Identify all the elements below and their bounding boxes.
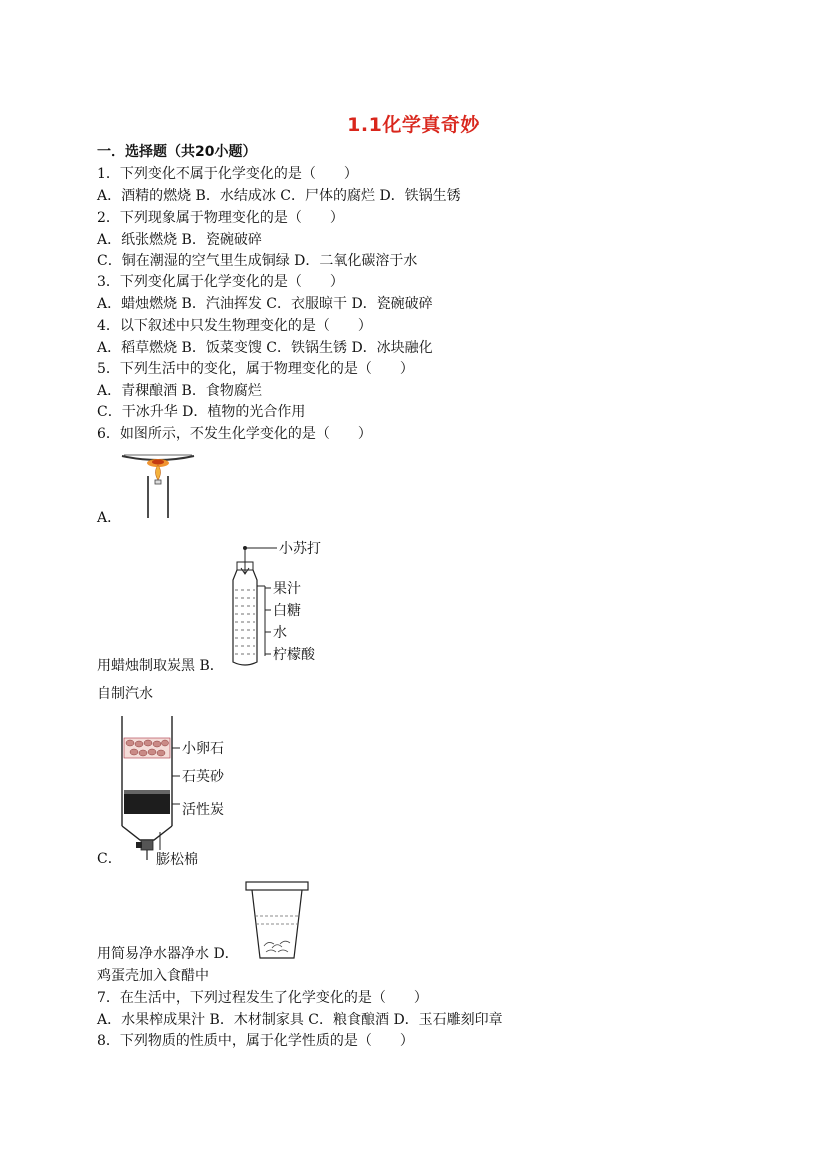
q7-stem: 7．在生活中，下列过程发生了化学变化的是（ ） [97, 990, 428, 1006]
q5-stem: 5．下列生活中的变化，属于物理变化的是（ ） [97, 361, 414, 377]
b-label-citric-acid: 柠檬酸 [273, 647, 315, 663]
q4-stem: 4．以下叙述中只发生物理变化的是（ ） [97, 318, 372, 334]
q6-b-caption: 自制汽水 [97, 686, 153, 702]
section-heading: 一．选择题（共20小题） [97, 144, 257, 160]
q7-options: A．水果榨成果汁 B．木材制家具 C．粮食酿酒 D．玉石雕刻印章 [97, 1012, 503, 1028]
b-label-juice: 果汁 [273, 581, 301, 597]
c-label-activated-carbon: 活性炭 [182, 802, 224, 818]
c-label-pebbles: 小卵石 [182, 741, 224, 757]
q6-d-caption: 鸡蛋壳加入食醋中 [97, 968, 209, 984]
q2-stem: 2．下列现象属于物理变化的是（ ） [97, 210, 344, 226]
q6-option-a-label: A． [97, 510, 122, 526]
b-label-water: 水 [273, 625, 287, 641]
c-label-cotton: 膨松棉 [156, 852, 198, 868]
q6-a-caption-b-label: 用蜡烛制取炭黑 B． [97, 658, 224, 674]
q3-options: A．蜡烛燃烧 B．汽油挥发 C．衣服晾干 D．瓷碗破碎 [97, 296, 433, 312]
b-label-sugar: 白糖 [273, 603, 301, 619]
q8-stem: 8．下列物质的性质中，属于化学性质的是（ ） [97, 1033, 414, 1049]
q3-stem: 3．下列变化属于化学变化的是（ ） [97, 274, 344, 290]
figure-c-water-purifier [110, 714, 240, 870]
q2-options-line1: A．纸张燃烧 B．瓷碗破碎 [97, 232, 262, 248]
q1-options: A．酒精的燃烧 B．水结成冰 C．尸体的腐烂 D．铁锅生锈 [97, 188, 461, 204]
q5-options-line1: A．青稞酿酒 B．食物腐烂 [97, 383, 262, 399]
q4-options: A．稻草燃烧 B．饭菜变馊 C．铁锅生锈 D．冰块融化 [97, 340, 433, 356]
q5-options-line2: C．干冰升华 D．植物的光合作用 [97, 404, 306, 420]
q6-option-c-label: C． [97, 851, 122, 867]
figure-a-candle-soot [118, 448, 198, 524]
q6-stem: 6．如图所示，不发生化学变化的是（ ） [97, 426, 372, 442]
b-label-baking-soda: 小苏打 [279, 541, 321, 557]
q2-options-line2: C．铜在潮湿的空气里生成铜绿 D．二氧化碳溶于水 [97, 253, 418, 269]
figure-b-homemade-soda [225, 538, 345, 670]
figure-d-eggshell-vinegar [244, 880, 310, 964]
c-label-quartz-sand: 石英砂 [182, 769, 224, 785]
q6-c-caption-d-label: 用简易净水器净水 D． [97, 946, 239, 962]
page-title: 1.1化学真奇妙 [347, 114, 480, 136]
q1-stem: 1．下列变化不属于化学变化的是（ ） [97, 166, 358, 182]
